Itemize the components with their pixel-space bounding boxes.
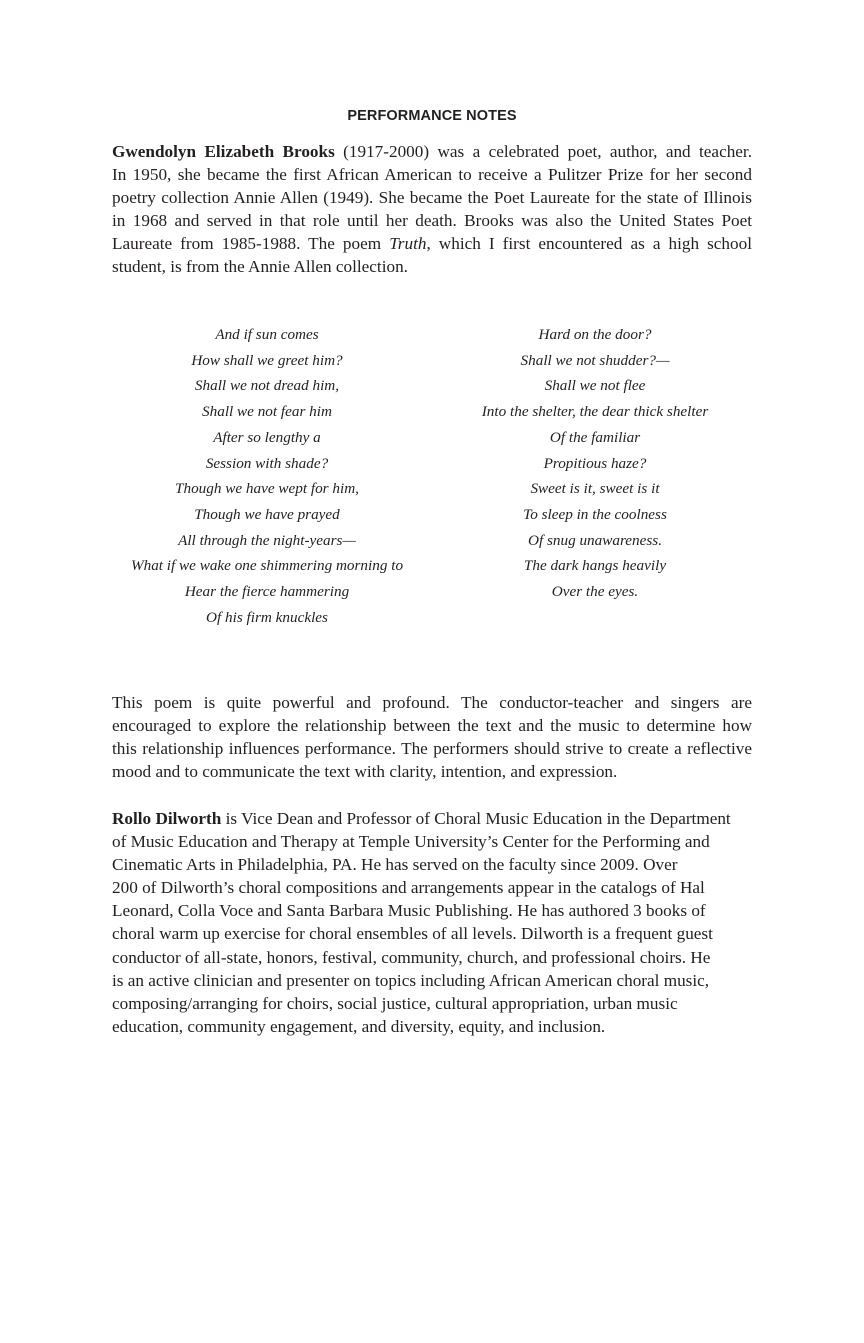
poem-line: Shall we not flee xyxy=(544,377,646,395)
intro-line: Gwendolyn Elizabeth Brooks (1917-2000) was a celebrated poet, author, and teacher. xyxy=(112,142,752,161)
bio-line: Rollo Dilworth is Vice Dean and Professor of Choral Music Education in the Department xyxy=(112,809,731,828)
poem-line: Of the familiar xyxy=(549,428,641,446)
intro-line: Laureate from 1985-1988. The poem Truth, which I first encountered as a high school xyxy=(112,234,752,254)
poem-line: After so lengthy a xyxy=(213,428,321,446)
poem-line: Propitious haze? xyxy=(543,454,647,472)
poem-line: Hard on the door? xyxy=(538,326,652,343)
poem-line: Of his firm knuckles xyxy=(206,608,328,626)
intro-line: student, is from the Annie Allen collection. xyxy=(112,257,408,277)
paragraph-line: this relationship influences performance. The performers should strive to create a reflective xyxy=(112,739,752,759)
poem-line: Shall we not shudder?— xyxy=(520,351,670,369)
bio-line: of Music Education and Therapy at Temple University’s Center for the Performing and xyxy=(112,832,710,852)
intro-line: poetry collection Annie Allen (1949). She became the Poet Laureate for the state of Illinois xyxy=(112,188,752,208)
poem-line: Shall we not fear him xyxy=(202,403,332,421)
bio-line: Leonard, Colla Voce and Santa Barbara Music Publishing. He has authored 3 books of xyxy=(112,901,706,921)
paragraph-line: mood and to communicate the text with clarity, intention, and expression. xyxy=(112,762,618,782)
bio-line: 200 of Dilworth’s choral compositions and arrangements appear in the catalogs of Hal xyxy=(112,878,705,898)
bio-line: is an active clinician and presenter on topics including African American choral music, xyxy=(112,970,710,990)
poem-title: Truth xyxy=(389,234,427,254)
poem-line: What if we wake one shimmering morning to xyxy=(130,557,404,575)
bio-line: Cinematic Arts in Philadelphia, PA. He has served on the faculty since 2009. Over xyxy=(112,855,678,875)
intro-line: In 1950, she became the first African American to receive a Pulitzer Prize for her second xyxy=(112,165,752,185)
performance-paragraph xyxy=(112,691,752,783)
poem-line: All through the night-years— xyxy=(178,531,356,549)
bio-line: conductor of all-state, honors, festival, community, church, and professional choirs. He xyxy=(112,947,711,967)
poem-line: Though we have wept for him, xyxy=(175,480,359,498)
bio-line: education, community engagement, and diversity, equity, and inclusion. xyxy=(112,1016,606,1036)
page-title: PERFORMANCE NOTES xyxy=(347,108,517,124)
poem-line: Over the eyes. xyxy=(551,583,639,601)
author-bio xyxy=(112,807,762,1038)
intro-paragraph xyxy=(112,140,752,279)
poet-name: Gwendolyn Elizabeth Brooks xyxy=(112,142,335,161)
poem-right-column xyxy=(440,322,750,605)
poem-line: To sleep in the coolness xyxy=(523,505,667,523)
poem-line: The dark hangs heavily xyxy=(523,557,667,575)
poem-line: Into the shelter, the dear thick shelter xyxy=(481,403,709,421)
poem-left-column xyxy=(112,322,422,630)
author-name: Rollo Dilworth xyxy=(112,809,222,828)
bio-line: choral warm up exercise for choral ensembles of all levels. Dilworth is a frequent guest xyxy=(112,924,713,944)
paragraph-line: This poem is quite powerful and profound. The conductor-teacher and singers are xyxy=(112,693,752,712)
poem-line: And if sun comes xyxy=(215,326,319,343)
poem-line: Session with shade? xyxy=(205,454,329,472)
poem-line: Of snug unawareness. xyxy=(527,531,663,549)
poem-line: Shall we not dread him, xyxy=(194,377,340,395)
poem-line: Sweet is it, sweet is it xyxy=(530,480,660,498)
poem-line: Hear the fierce hammering xyxy=(184,583,350,601)
poem-line: How shall we greet him? xyxy=(191,351,343,369)
poem-line: Though we have prayed xyxy=(194,505,340,523)
bio-line: composing/arranging for choirs, social justice, cultural appropriation, urban music xyxy=(112,993,678,1013)
paragraph-line: encouraged to explore the relationship between the text and the music to determine how xyxy=(112,716,752,736)
intro-line: in 1968 and served in that role until her death. Brooks was also the United States Poet xyxy=(112,211,752,231)
